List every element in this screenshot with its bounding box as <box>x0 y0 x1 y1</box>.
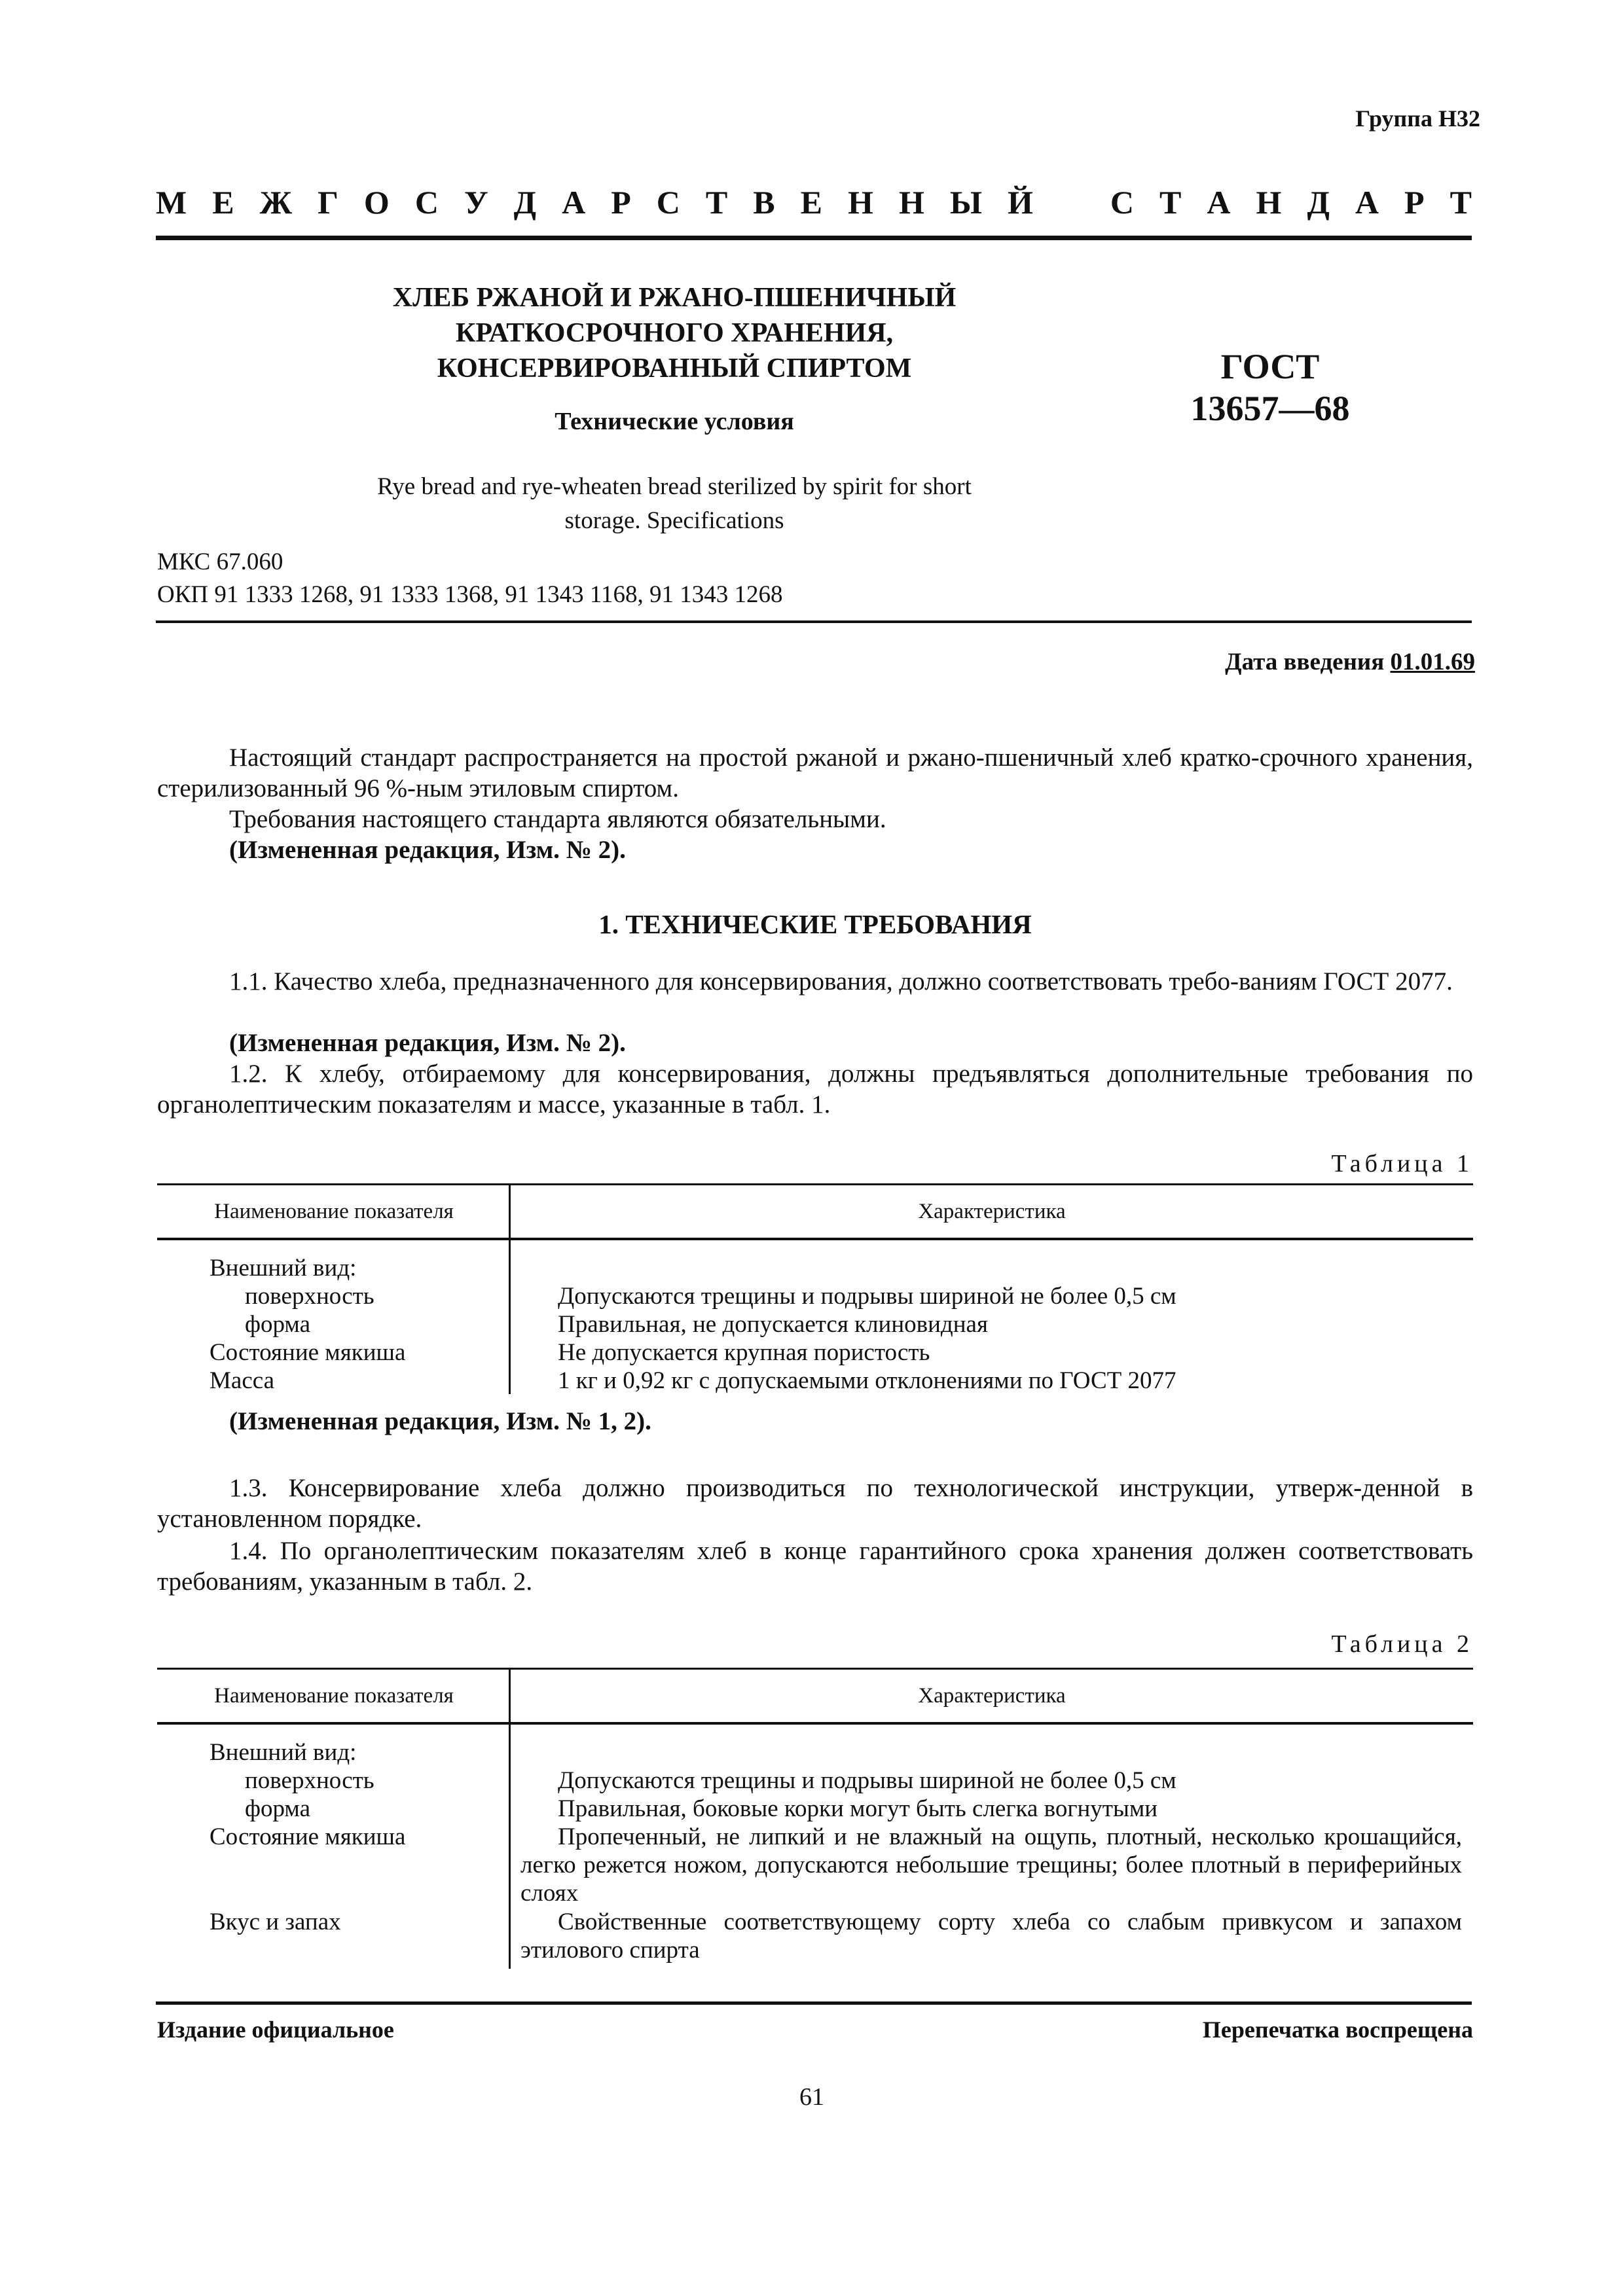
okp-codes: ОКП 91 1333 1268, 91 1333 1368, 91 1343 1168, 91 1343 1268 <box>157 581 783 608</box>
intro-change-note: (Измененная редакция, Изм. № 2). <box>229 836 626 864</box>
english-title <box>282 470 1067 538</box>
interstate-letter: Н <box>848 184 873 221</box>
intro-paragraph-1: Настоящий стандарт распространяется на простой ржаной и ржано-пшеничный хлеб кратко-срочного хранения, стерилизованный 96 %-ным этиловым спиртом. <box>157 744 1473 802</box>
interstate-letter: С <box>656 184 680 221</box>
table-2-row-value: Правильная, боковые корки могут быть слегка вогнутыми <box>558 1795 1158 1822</box>
table-2-row-value: Свойственные соответствующему сорту хлеба со слабым привкусом и запахом этилового спирта <box>520 1909 1462 1964</box>
interstate-letter: А <box>1355 184 1379 221</box>
interstate-letter: Т <box>705 184 728 221</box>
interstate-letter: В <box>753 184 775 221</box>
interstate-letter: Н <box>898 184 924 221</box>
english-title-line-2: storage. Specifications <box>564 507 784 534</box>
table-2-column-divider <box>509 1668 511 1969</box>
mks-code: МКС 67.060 <box>157 548 283 575</box>
codes-rule <box>156 620 1472 623</box>
english-title-line-1: Rye bread and rye-wheaten bread sterilized by spirit for short <box>377 473 972 500</box>
footer-rule <box>156 2001 1472 2005</box>
clause-1-1-change-note: (Измененная редакция, Изм. № 2). <box>229 1029 626 1057</box>
date-value: 01.01.69 <box>1390 649 1475 675</box>
table-1-row-name: Масса <box>210 1367 275 1394</box>
interstate-letter: У <box>464 184 488 221</box>
interstate-letter: Д <box>1307 184 1330 221</box>
table-1 <box>157 1183 1473 1406</box>
introduction-date <box>917 648 1475 676</box>
date-label: Дата введения <box>1225 649 1391 675</box>
interstate-letter: С <box>414 184 439 221</box>
table-2-row-name: форма <box>245 1795 310 1822</box>
classification-codes <box>157 546 1270 611</box>
interstate-letter: Е <box>212 184 234 221</box>
interstate-letter: Е <box>800 184 822 221</box>
table-1-row-value: Правильная, не допускается клиновидная <box>558 1311 988 1338</box>
gost-label: ГОСТ <box>1220 347 1320 386</box>
interstate-letter: Р <box>1404 184 1425 221</box>
interstate-letter: А <box>562 184 586 221</box>
page-number: 61 <box>799 2083 824 2111</box>
table-2-row-value: Допускаются трещины и подрывы шириной не более 0,5 см <box>558 1767 1176 1794</box>
table-2-row-name: Состояние мякиша <box>210 1823 406 1850</box>
clause-1-2: 1.2. К хлебу, отбираемому для консервирования, должны предъявляться дополнительные требования по органолептическим показателям и массе, указанные в табл. 1. <box>157 1060 1473 1119</box>
table-1-row-value: 1 кг и 0,92 кг с допускаемыми отклонениями по ГОСТ 2077 <box>558 1367 1176 1394</box>
interstate-letter: О <box>363 184 390 221</box>
table-1-label: Таблица 1 <box>1331 1150 1473 1177</box>
table-2-row-name: поверхность <box>245 1767 374 1794</box>
interstate-letter: С <box>1110 184 1135 221</box>
table-1-row-value: Не допускается крупная пористость <box>558 1339 930 1366</box>
table-2-row-value: Пропеченный, не липкий и не влажный на ощупь, плотный, несколько крошащийся, легко режется ножом, допускаются небольшие трещины; более плотный в периферийных слоях <box>520 1823 1462 1907</box>
interstate-letter: Т <box>1450 184 1472 221</box>
document-title <box>282 280 1067 386</box>
clause-1-4: 1.4. По органолептическим показателям хлеб в конце гарантийного срока хранения должен соответствовать требованиям, указанным в табл. 2. <box>157 1537 1473 1596</box>
table-1-row-name: поверхность <box>245 1283 374 1310</box>
table-2-row-name: Внешний вид: <box>210 1739 357 1766</box>
title-line-1: ХЛЕБ РЖАНОЙ И РЖАНО-ПШЕНИЧНЫЙ <box>392 283 957 313</box>
official-edition-note: Издание официальное <box>157 2017 394 2043</box>
table-1-row-name: форма <box>245 1311 310 1338</box>
table-2-col-characteristic-header: Характеристика <box>918 1683 1066 1708</box>
table-1-header <box>157 1183 1473 1240</box>
interstate-letter: Р <box>611 184 631 221</box>
interstate-letter: Д <box>513 184 537 221</box>
document-subtitle: Технические условия <box>555 408 794 435</box>
interstate-letter: А <box>1207 184 1231 221</box>
table-1-col-name-header: Наименование показателя <box>214 1199 454 1223</box>
table-1-row-name: Внешний вид: <box>210 1255 357 1282</box>
interstate-letter: Т <box>1159 184 1182 221</box>
group-code: Группа Н32 <box>1355 105 1480 132</box>
table-1-column-divider <box>509 1183 511 1394</box>
table-1-row-name: Состояние мякиша <box>210 1339 406 1366</box>
title-line-3: КОНСЕРВИРОВАННЫЙ СПИРТОМ <box>437 353 912 384</box>
interstate-letter: Н <box>1256 184 1282 221</box>
table-1-change-note: (Измененная редакция, Изм. № 1, 2). <box>229 1407 651 1435</box>
intro-paragraph-2: Требования настоящего стандарта являются обязательными. <box>229 805 886 833</box>
gost-number <box>1074 346 1467 429</box>
clause-1-1: 1.1. Качество хлеба, предназначенного для консервирования, должно соответствовать требо-ваниям ГОСТ 2077. <box>229 967 1453 996</box>
gost-code: 13657—68 <box>1190 389 1350 428</box>
title-line-2: КРАТКОСРОЧНОГО ХРАНЕНИЯ, <box>455 318 894 348</box>
table-2 <box>157 1668 1473 1982</box>
table-2-label: Таблица 2 <box>1331 1630 1473 1658</box>
interstate-letter: Ы <box>949 184 982 221</box>
table-2-header <box>157 1668 1473 1725</box>
header-rule <box>156 236 1472 240</box>
table-1-row-value: Допускаются трещины и подрывы шириной не более 0,5 см <box>558 1283 1176 1310</box>
table-2-row-name: Вкус и запах <box>210 1909 341 1935</box>
interstate-standard-heading <box>156 186 1472 219</box>
interstate-letter: Ж <box>259 184 293 221</box>
table-1-col-characteristic-header: Характеристика <box>918 1199 1066 1223</box>
interstate-letter: М <box>156 184 187 221</box>
section-1-heading: 1. ТЕХНИЧЕСКИЕ ТРЕБОВАНИЯ <box>598 909 1032 939</box>
clause-1-3: 1.3. Консервирование хлеба должно производиться по технологической инструкции, утверж-денной в установленном порядке. <box>157 1474 1473 1533</box>
interstate-letter: Й <box>1007 184 1033 221</box>
reprint-prohibited-note: Перепечатка воспрещена <box>1202 2017 1473 2043</box>
interstate-letter: Г <box>318 184 338 221</box>
table-2-col-name-header: Наименование показателя <box>214 1683 454 1708</box>
